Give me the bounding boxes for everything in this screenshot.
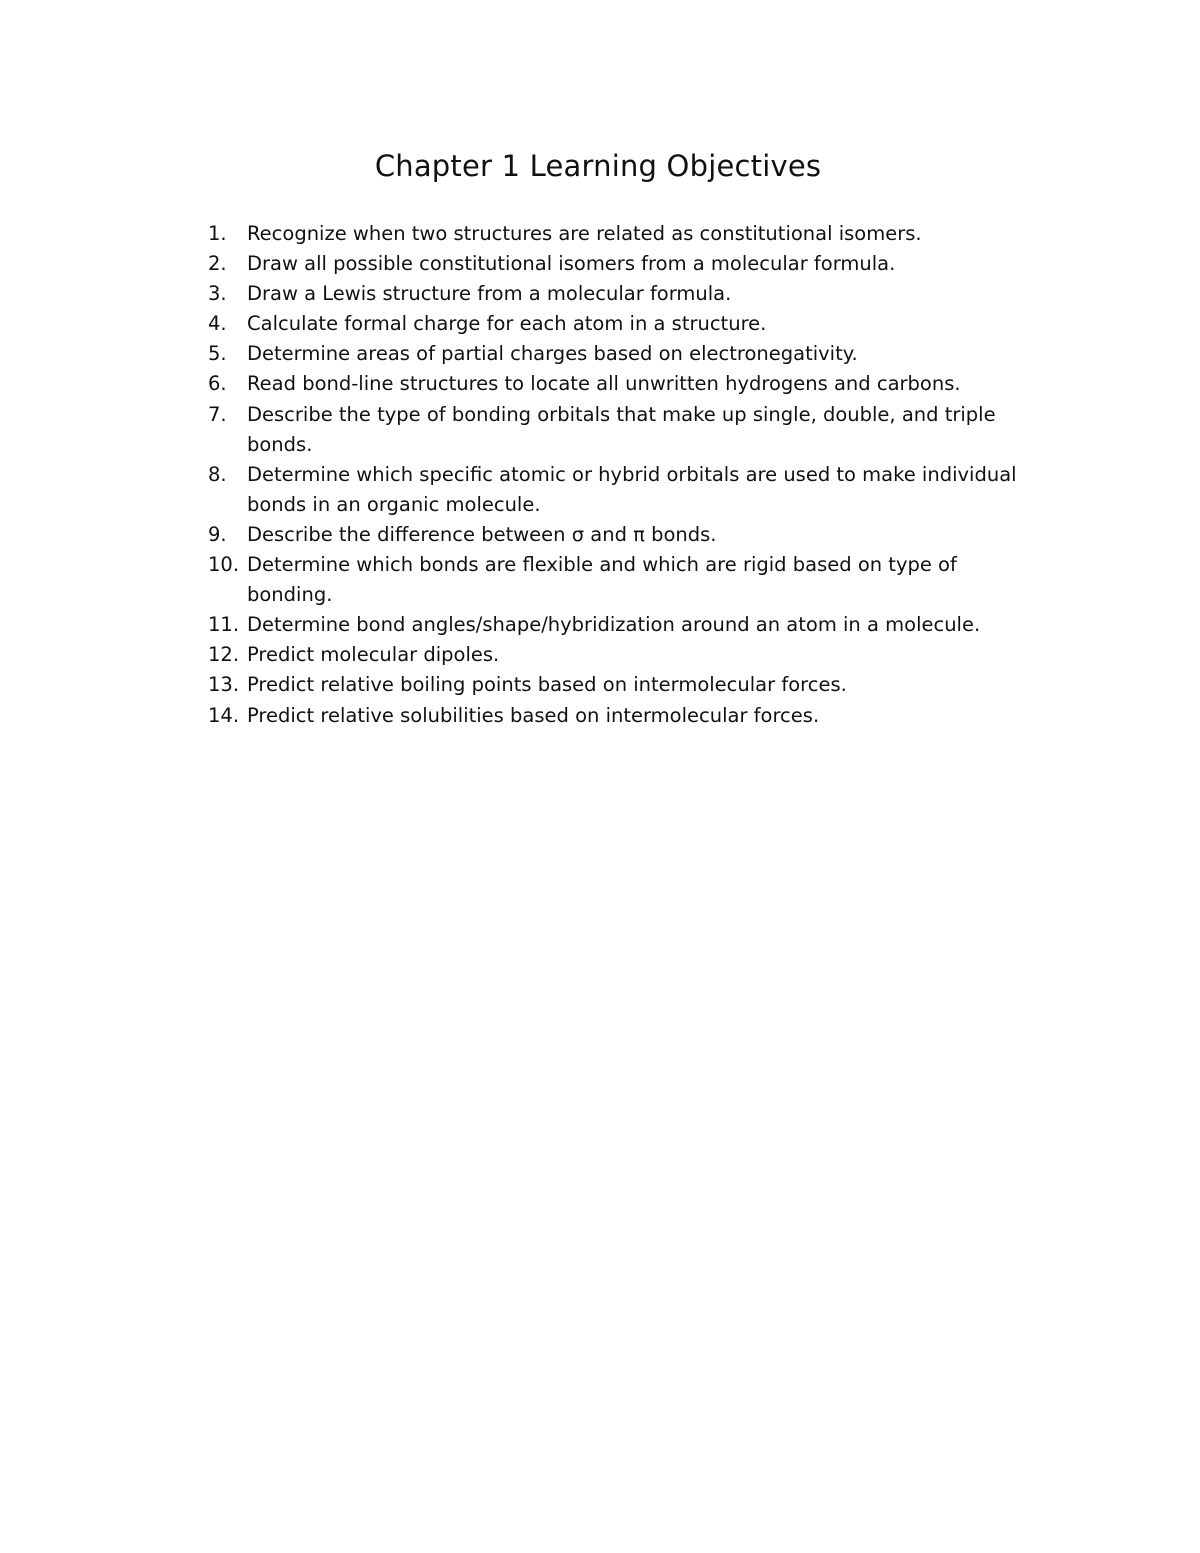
item-text: Predict relative boiling points based on intermolecular forces. — [247, 673, 847, 697]
item-number: 10. — [208, 553, 240, 577]
list-item — [208, 640, 1028, 670]
item-number: 6. — [208, 372, 227, 396]
item-number: 8. — [208, 462, 227, 486]
list-item — [208, 249, 1028, 279]
item-text: Read bond-line structures to locate all unwritten hydrogens and carbons. — [247, 372, 961, 396]
list-item — [208, 550, 1028, 610]
item-text: Determine areas of partial charges based on electronegativity. — [247, 342, 858, 366]
list-item — [208, 219, 1028, 249]
list-item — [208, 369, 1028, 399]
list-item — [208, 339, 1028, 369]
item-text: Describe the type of bonding orbitals that make up single, double, and triple bonds. — [247, 402, 996, 456]
item-number: 4. — [208, 312, 227, 336]
list-item — [208, 701, 1028, 731]
item-number: 9. — [208, 522, 227, 546]
objectives-list — [208, 219, 1028, 731]
item-number: 3. — [208, 282, 227, 306]
list-item — [208, 610, 1028, 640]
item-text: Predict relative solubilities based on intermolecular forces. — [247, 703, 820, 727]
item-text: Calculate formal charge for each atom in a structure. — [247, 312, 767, 336]
item-text: Determine bond angles/shape/hybridization around an atom in a molecule. — [247, 613, 981, 637]
item-number: 11. — [208, 613, 240, 637]
item-text: Determine which specific atomic or hybrid orbitals are used to make individual bonds in an organic molecule. — [247, 462, 1017, 516]
list-item — [208, 460, 1028, 520]
item-text: Recognize when two structures are related as constitutional isomers. — [247, 222, 922, 245]
item-number: 12. — [208, 643, 240, 667]
page-title: Chapter 1 Learning Objectives — [374, 149, 822, 183]
list-item — [208, 670, 1028, 700]
item-text: Predict molecular dipoles. — [247, 643, 500, 667]
item-number: 2. — [208, 252, 227, 276]
list-item — [208, 520, 1028, 550]
item-number: 14. — [208, 703, 240, 727]
item-text: Draw a Lewis structure from a molecular formula. — [247, 282, 732, 306]
list-item — [208, 309, 1028, 339]
item-text: Describe the difference between σ and π bonds. — [247, 522, 717, 546]
list-item — [208, 279, 1028, 309]
item-number: 13. — [208, 673, 240, 697]
item-number: 7. — [208, 402, 227, 426]
item-number: 1. — [208, 222, 227, 245]
list-item — [208, 400, 1028, 460]
item-text: Determine which bonds are flexible and which are rigid based on type of bonding. — [247, 553, 957, 607]
item-number: 5. — [208, 342, 227, 366]
item-text: Draw all possible constitutional isomers from a molecular formula. — [247, 252, 896, 276]
